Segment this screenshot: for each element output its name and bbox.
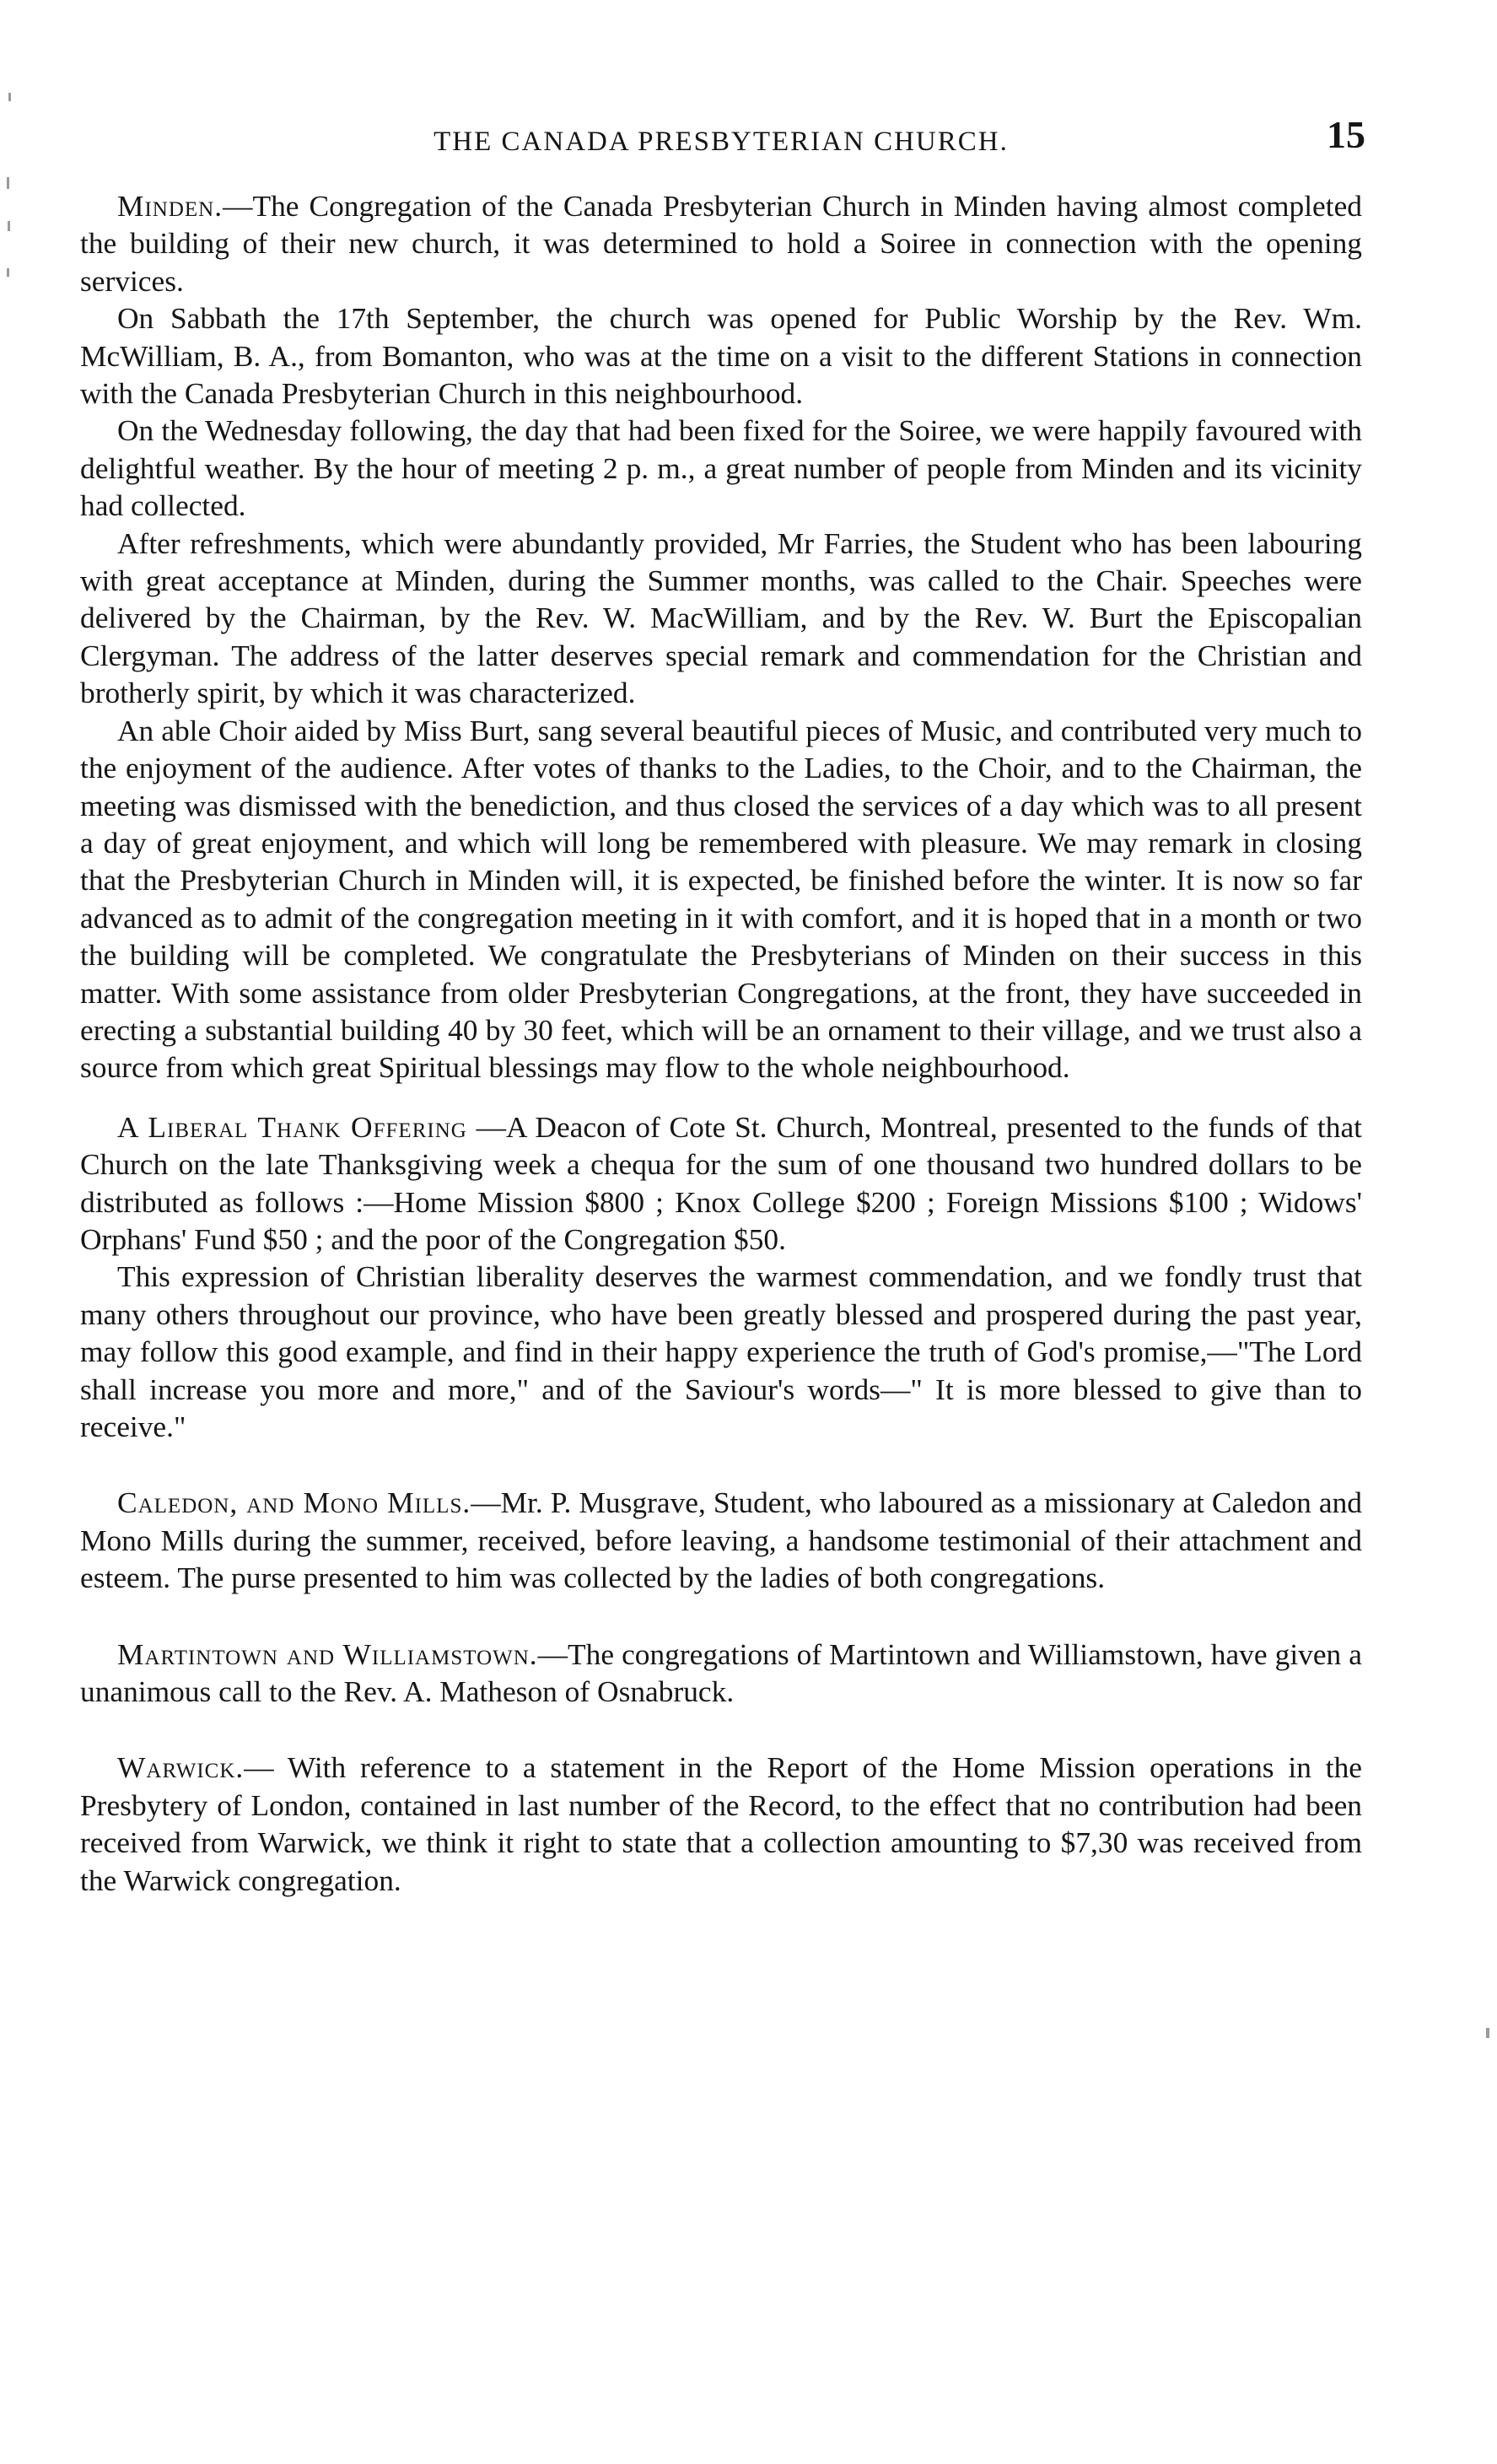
margin-mark — [7, 268, 9, 277]
thank-offering-paragraph-1 — [80, 1108, 1362, 1259]
minden-paragraph-3: On the Wednesday following, the day that had been fixed for the Soiree, we were happily favoured with delightful weather. By the hour of meeting 2 p. m., a great number of people from Minden and its vicinity had collected. — [80, 413, 1362, 523]
minden-paragraph-4: After refreshments, which were abundantly provided, Mr Farries, the Student who has been labouring with great acceptance at Minden, during the Summer months, was called to the Chair. Speeches were delivered by the Chairman, by the Rev. W. MacWilliam, and by the Rev. W. Burt the Episcopalian Clergyman. The address of the latter deserves special remark and commendation for the Christian and brotherly spirit, by which it was characterized. — [80, 526, 1362, 710]
article-body — [80, 187, 1362, 1899]
running-title: THE CANADA PRESBYTERIAN CHURCH. — [433, 127, 1009, 157]
caledon-text: —Mr. P. Musgrave, Student, who laboured as a missionary at Caledon and Mono Mills during the summer, received, before leaving, a handsome testimonial of their attachment and esteem. The purse presented to him was collected by the ladies of both congregations. — [80, 1485, 1363, 1595]
margin-mark — [1486, 2028, 1489, 2038]
warwick-heading: Warwick. — [117, 1750, 245, 1785]
minden-text-1: —The Congregation of the Canada Presbyterian Church in Minden having almost completed the building of their new church, it was determined to hold a Soiree in connection with the opening services. — [80, 189, 1362, 298]
margin-mark — [8, 93, 11, 101]
thank-offering-paragraph-2: This expression of Christian liberality deserves the warmest commendation, and we fondly trust that many others throughout our province, who have been greatly blessed and prospered during the past year, may follow this good example, and find in their happy experience the truth of God's promise,—"The Lord shall increase you more and more," and of the Saviour's words—" It is more blessed to give than to receive." — [80, 1259, 1362, 1443]
minden-paragraph-5: An able Choir aided by Miss Burt, sang several beautiful pieces of Music, and contributed very much to the enjoyment of the audience. After votes of thanks to the Ladies, to the Choir, and to the Chairman, the meeting was dismissed with the benediction, and thus closed the services of a day which was to all present a day of great enjoyment, and which will long be remembered with pleasure. We may remark in closing that the Presbyterian Church in Minden will, it is expected, be finished before the winter. It is now so far advanced as to admit of the congregation meeting in it with comfort, and it is hoped that in a month or two the building will be completed. We congratulate the Presbyterians of Minden on their success in this matter. With some assistance from older Presbyterian Congregations, at the front, they have succeeded in erecting a substantial building 40 by 30 feet, which will be an ornament to their village, and we trust also a source from which great Spiritual blessings may flow to the whole neighbourhood. — [80, 713, 1362, 1085]
caledon-heading: Caledon, and Mono Mills. — [117, 1485, 471, 1520]
minden-paragraph-1 — [80, 187, 1362, 299]
martintown-paragraph — [80, 1636, 1362, 1711]
margin-mark — [7, 177, 9, 189]
martintown-text: —The congregations of Martintown and Williamstown, have given a unanimous call to the Rev. A. Matheson of Osnabruck. — [80, 1636, 1362, 1709]
minden-paragraph-2: On Sabbath the 17th September, the church was opened for Public Worship by the Rev. Wm. McWilliam, B. A., from Bomanton, who was at the time on a visit to the different Stations in connection with the Canada Presbyterian Church in this neighbourhood. — [80, 301, 1362, 411]
minden-heading: Minden. — [117, 189, 223, 223]
martintown-heading: Martintown and Williamstown. — [117, 1636, 538, 1671]
warwick-paragraph — [80, 1749, 1362, 1899]
thank-offering-text-1: —A Deacon of Cote St. Church, Montreal, presented to the funds of that Church on the late Thanksgiving week a chequa for the sum of one thousand two hundred dollars to be distributed as follows :—Home Mission $800 ; Knox College $200 ; Foreign Missions $100 ; Widows' Orphans' Fund $50 ; and the poor of the Congregation $50. — [80, 1109, 1362, 1256]
page-header — [80, 113, 1365, 167]
warwick-text: — With reference to a statement in the Report of the Home Mission operations in the Presbytery of London, contained in last number of the Record, to the effect that no contribution had been received from Warwick, we think it right to state that a collection amounting to $7,30 was received from the Warwick congregation. — [80, 1750, 1362, 1897]
margin-mark — [8, 221, 10, 231]
caledon-paragraph — [80, 1484, 1362, 1596]
thank-offering-heading: A Liberal Thank Offering — [117, 1109, 467, 1144]
page-number: 15 — [1327, 113, 1365, 156]
